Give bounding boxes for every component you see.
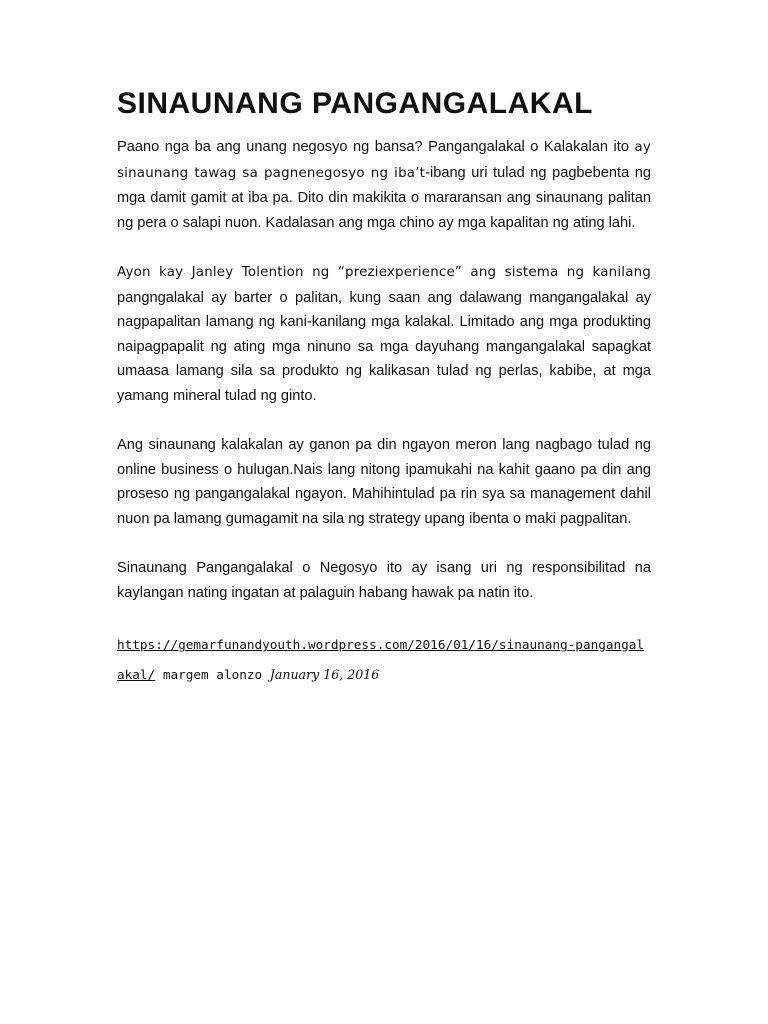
paragraph-barter-text-1: Ayon kay Janley Tolention ng “preziexperience” ang sistema ng kanilang bbox=[117, 264, 651, 280]
paragraph-modern: Ang sinaunang kalakalan ay ganon pa din ngayon meron lang nagbago tulad ng online business o hulugan.Nais lang nitong ipamukahi na kahit gaano pa din ang proseso ng pangangalakal ngayon. Mahihintulad pa rin sya sa management dahil nuon pa lamang gumagamit na sila ng strategy upang ibenta o maki pagpalitan. bbox=[117, 437, 651, 527]
paragraph-intro-text-2: ay sinaunang tawag sa pagnenegosyo ng iba’t bbox=[117, 140, 651, 181]
source-date: January 16, 2016 bbox=[269, 667, 380, 683]
source-link[interactable]: https://gemarfunandyouth.wordpress.com/2016/01/16/sinaunang-pangangalakal/ bbox=[117, 637, 645, 683]
paragraph-intro bbox=[117, 135, 651, 235]
paragraph-intro-text-1: Paano nga ba ang unang negosyo ng bansa? Pangangalakal o Kalakalan ito bbox=[117, 139, 635, 155]
document-page bbox=[117, 86, 651, 690]
paragraph-intro-text-3: -ibang uri tulad ng pagbebenta ng mga damit gamit at iba pa. Dito din makikita o mararansan ang sinaunang palitan ng pera o salapi nuon. Kadalasan ang mga chino ay mga kapalitan ng ating lahi. bbox=[117, 164, 651, 231]
paragraph-barter-text-2: pangngalakal ay barter o palitan, kung saan ang dalawang mangangalakal ay nagpapalitan lamang ng kani-kanilang mga kalakal. Limitado ang mga produkting naipagpapalit ng ating mga ninuno sa mga dayuhang mangangalakal sapagkat umaasa lamang sila sa produkto ng kalikasan tulad ng perlas, kabibe, at mga yamang mineral tulad ng ginto. bbox=[117, 289, 651, 404]
page-title: SINAUNANG PANGANGALAKAL bbox=[117, 87, 593, 120]
paragraph-barter bbox=[117, 260, 651, 409]
source-author: margem alonzo bbox=[155, 667, 270, 683]
paragraph-conclusion: Sinaunang Pangangalakal o Negosyo ito ay isang uri ng responsibilitad na kaylangan nating ingatan at palaguin habang hawak pa natin ito. bbox=[117, 560, 651, 601]
source-citation bbox=[117, 630, 651, 690]
